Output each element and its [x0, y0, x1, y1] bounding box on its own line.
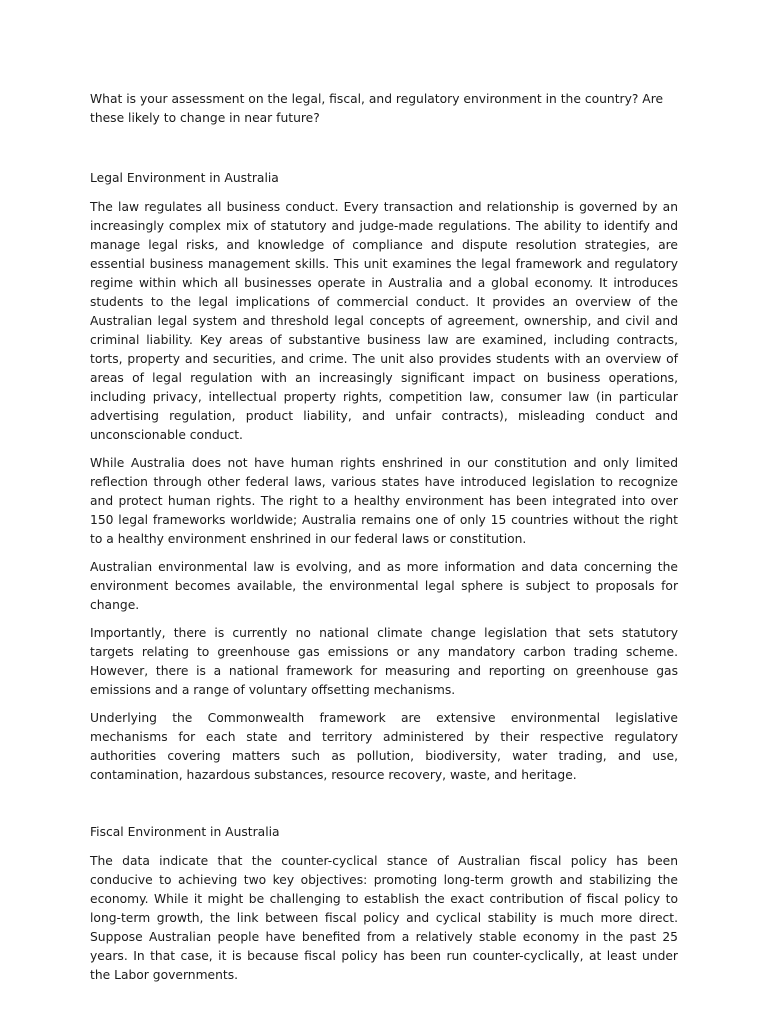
paragraph: Underlying the Commonwealth framework are extensive environmental legislative mechanisms for each state and territory administered by their respective regulatory authorities covering matters such as pollution, biodiversity, water trading, and use, contamination, hazardous substances, resource recovery, waste, and heritage.: [90, 711, 678, 782]
section-heading-fiscal: Fiscal Environment in Australia: [90, 825, 280, 839]
question-text: What is your assessment on the legal, fiscal, and regulatory environment in the country? Are these likely to change in near future?: [90, 92, 664, 125]
paragraph: The data indicate that the counter-cyclical stance of Australian fiscal policy has been conducive to achieving two key objectives: promoting long-term growth and stabilizing the economy. While it might be challenging to establish the exact contribution of fiscal policy to long-term growth, the link between fiscal policy and cyclical stability is much more direct. Suppose Australian people have benefited from a relatively stable economy in the past 25 years. In that case, it is because fiscal policy has been run counter-cyclically, at least under the Labor governments.: [90, 854, 678, 982]
paragraph: Australian environmental law is evolving, and as more information and data concerning the environment becomes available, the environmental legal sphere is subject to proposals for change.: [90, 560, 678, 612]
paragraph: While Australia does not have human rights enshrined in our constitution and only limited reflection through other federal laws, various states have introduced legislation to recognize and protect human rights. The right to a healthy environment has been integrated into over 150 legal frameworks worldwide; Australia remains one of only 15 countries without the right to a healthy environment enshrined in our federal laws or constitution.: [90, 456, 678, 546]
document-page: [90, 90, 678, 994]
section-spacer: [90, 794, 678, 823]
paragraph: The law regulates all business conduct. Every transaction and relationship is governed by an increasingly complex mix of statutory and judge-made regulations. The ability to identify and manage legal risks, and knowledge of compliance and dispute resolution strategies, are essential business management skills. This unit examines the legal framework and regulatory regime within which all businesses operate in Australia and a global economy. It introduces students to the legal implications of commercial conduct. It provides an overview of the Australian legal system and threshold legal concepts of agreement, ownership, and civil and criminal liability. Key areas of substantive business law are examined, including contracts, torts, property and securities, and crime. The unit also provides students with an overview of areas of legal regulation with an increasingly significant impact on business operations, including privacy, intellectual property rights, competition law, consumer law (in particular advertising regulation, product liability, and unfair contracts), misleading conduct and unconscionable conduct.: [90, 200, 678, 442]
section-heading-legal: Legal Environment in Australia: [90, 171, 279, 185]
paragraph: Importantly, there is currently no national climate change legislation that sets statutory targets relating to greenhouse gas emissions or any mandatory carbon trading scheme. However, there is a national framework for measuring and reporting on greenhouse gas emissions and a range of voluntary offsetting mechanisms.: [90, 626, 678, 697]
